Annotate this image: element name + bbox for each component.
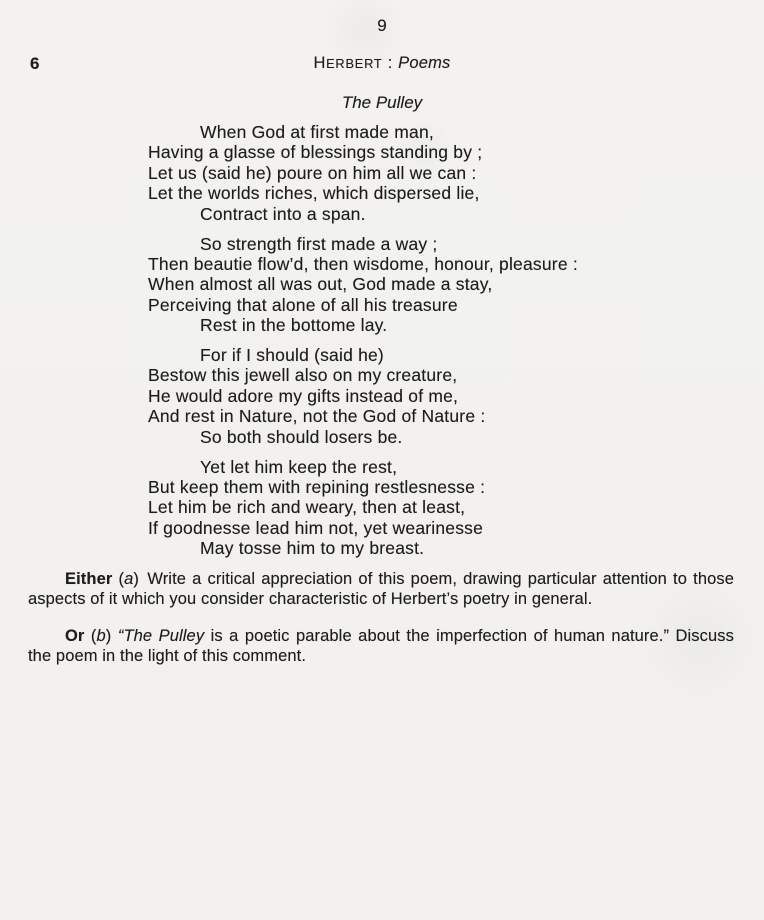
either-keyword: Either [65, 570, 113, 588]
author-initial: H [313, 54, 327, 72]
poem-line: For if I should (said he) [200, 345, 384, 366]
poem [148, 122, 578, 568]
poem-line: When almost all was out, God made a stay, [148, 274, 493, 295]
poem-line: Let the worlds riches, which dispersed lie, [148, 183, 480, 204]
page-number: 9 [377, 16, 387, 35]
poem-line: Perceiving that alone of all his treasure [148, 294, 458, 315]
poem-line: And rest in Nature, not the God of Nature : [148, 406, 486, 427]
author-smallcaps: ERBERT [326, 56, 383, 71]
header-separator: : [382, 54, 399, 72]
stanza-2 [148, 234, 578, 336]
poem-line: If goodnesse lead him not, yet wearinesse [148, 517, 484, 538]
question-either [28, 570, 734, 609]
or-work-title: The Pulley [123, 627, 205, 645]
or-text: is a poetic parable about the imperfection of human nature.” Discuss the poem in the light of this comment. [28, 627, 734, 665]
either-open-paren: ( [112, 570, 125, 588]
poem-line: Rest in the bottome lay. [200, 315, 388, 336]
either-text: Write a critical appreciation of this poem, drawing particular attention to those aspects of it which you consider characteristic of Herbert’s poetry in general. [28, 570, 734, 608]
poem-line: When God at first made man, [200, 122, 434, 142]
question-or [28, 627, 734, 666]
poem-title: The Pulley [341, 93, 423, 112]
or-letter: b [96, 627, 106, 645]
poem-line: Bestow this jewell also on my creature, [148, 365, 458, 386]
poem-line: Yet let him keep the rest, [200, 456, 398, 477]
poem-line: But keep them with repining restlesnesse : [148, 477, 486, 497]
question-number: 6 [30, 54, 40, 73]
or-open-paren: ( [84, 627, 97, 645]
book-header [0, 54, 764, 73]
either-close-paren: ) [133, 570, 148, 588]
poem-line: He would adore my gifts instead of me, [148, 385, 459, 406]
stanza-3 [148, 345, 578, 447]
book-title: Poems [398, 54, 451, 72]
poem-line: Let us (said he) poure on him all we can : [148, 162, 477, 183]
stanza-4 [148, 457, 578, 559]
poem-line: Let him be rich and weary, then at least, [148, 497, 466, 518]
author-name [314, 54, 383, 72]
poem-line: Contract into a span. [200, 203, 366, 224]
poem-line: So both should losers be. [200, 426, 403, 447]
either-letter: a [124, 570, 134, 588]
stanza-1 [148, 122, 578, 224]
or-keyword: Or [65, 627, 85, 645]
poem-line: Then beautie flow’d, then wisdome, honour, pleasure : [148, 253, 578, 274]
or-close-paren: ) [105, 627, 118, 645]
poem-line: May tosse him to my breast. [200, 538, 425, 559]
poem-line: So strength first made a way ; [200, 233, 438, 254]
poem-line: Having a glasse of blessings standing by ; [148, 142, 483, 163]
or-quote-open: “ [117, 627, 124, 645]
